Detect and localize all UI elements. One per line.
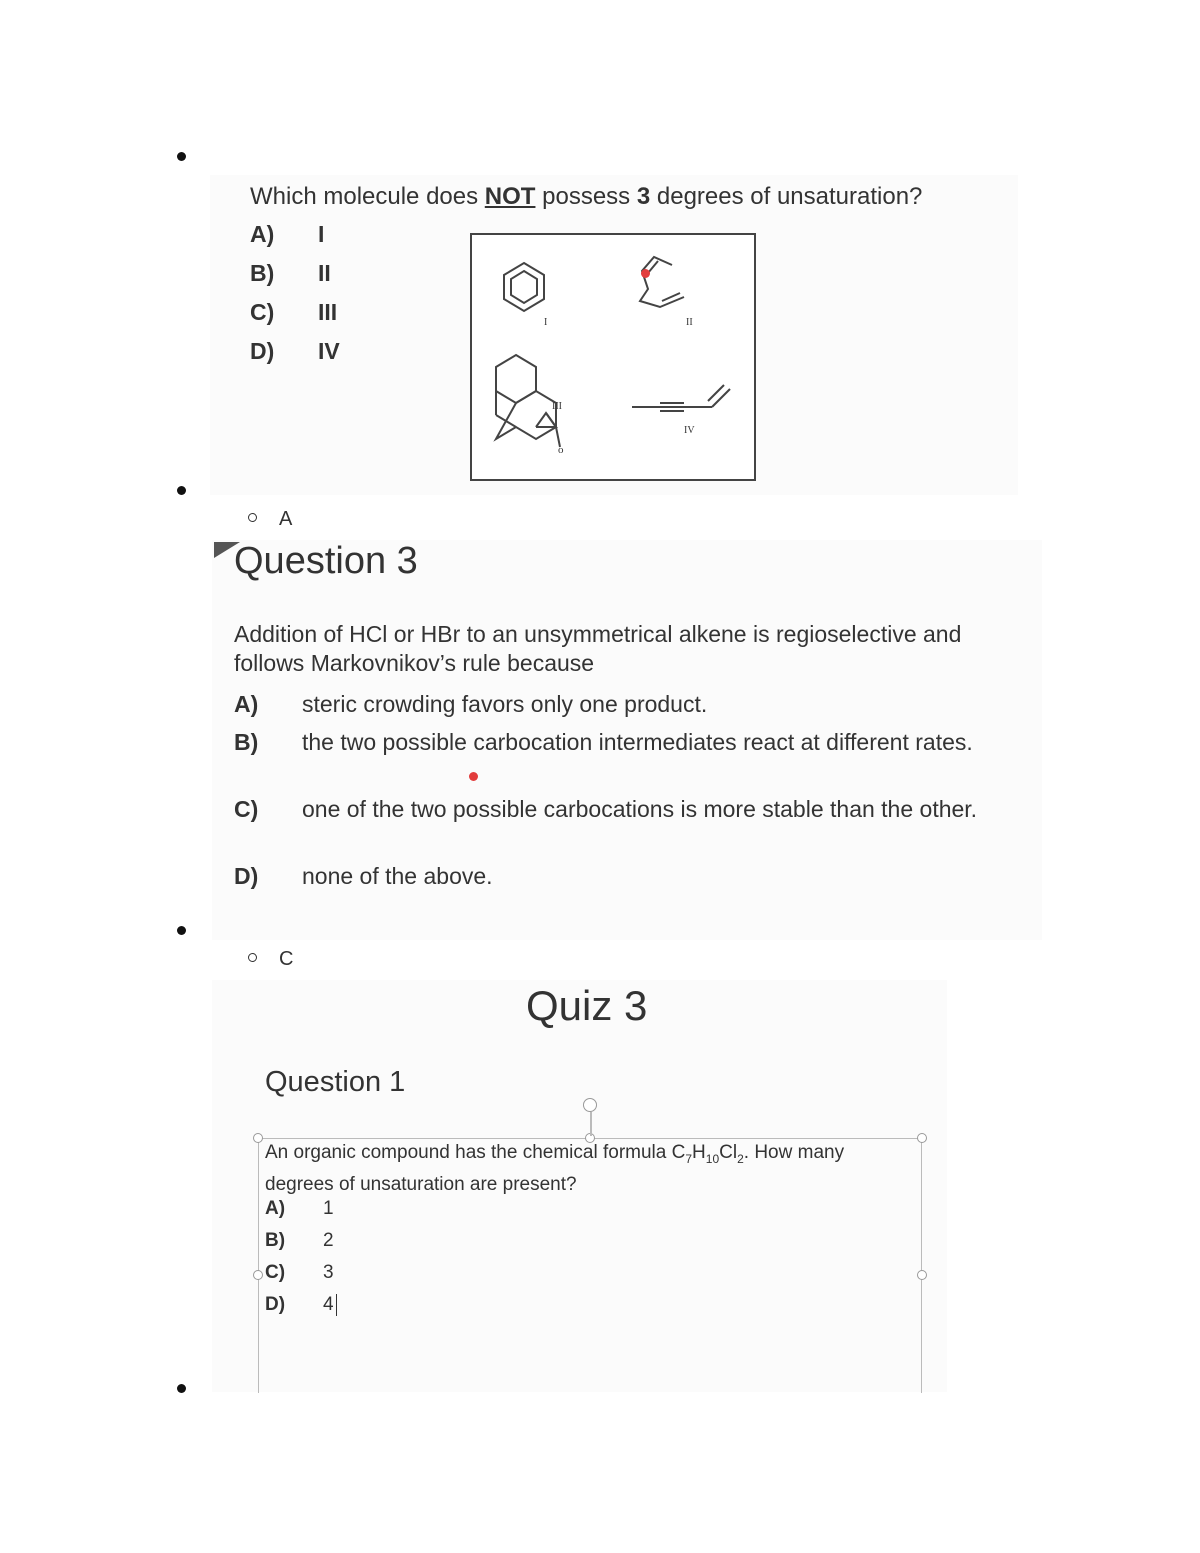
bullet-1 bbox=[177, 152, 186, 161]
question-3-option-a: A) steric crowding favors only one product. bbox=[234, 691, 708, 717]
quiz-option-c: C) 3 bbox=[265, 1262, 334, 1283]
question-1-prompt: Which molecule does NOT possess 3 degrees of unsaturation? bbox=[250, 183, 923, 210]
structure-i-label: I bbox=[544, 317, 548, 328]
quiz-title: Quiz 3 bbox=[526, 982, 648, 1029]
quiz-question-label: Question 1 bbox=[265, 1066, 406, 1098]
resize-handle-top-right[interactable] bbox=[917, 1133, 927, 1143]
question-1-option-c: C) III bbox=[250, 299, 338, 325]
sub-bullet-ring-icon bbox=[248, 953, 257, 962]
structure-i-benzene bbox=[504, 263, 544, 311]
question-3-option-b: B) the two possible carbocation intermediates react at different rates. bbox=[234, 729, 973, 755]
resize-handle-top-left[interactable] bbox=[253, 1133, 263, 1143]
rotate-handle-stem bbox=[590, 1112, 592, 1136]
answer-1: A bbox=[248, 508, 292, 531]
question-1-option-d: D) IV bbox=[250, 338, 340, 364]
question-1-option-a: A) I bbox=[250, 221, 325, 247]
bullet-2 bbox=[177, 486, 186, 495]
bullet-4 bbox=[177, 1384, 186, 1393]
molecule-structures-figure bbox=[470, 233, 756, 481]
pointer-highlight-2 bbox=[469, 772, 478, 781]
question-3-option-c: C) one of the two possible carbocations is more stable than the other. bbox=[234, 796, 978, 822]
structure-ii-label: II bbox=[686, 317, 693, 328]
structure-iv-enyne bbox=[632, 385, 730, 411]
question-3-title: Question 3 bbox=[234, 540, 418, 582]
text-caret bbox=[336, 1294, 338, 1316]
structure-iii-label: III bbox=[552, 401, 562, 412]
question-3-body: Addition of HCl or HBr to an unsymmetrical alkene is regioselective and follows Markovnikov’s rule because bbox=[234, 621, 962, 676]
question-3-option-d: D) none of the above. bbox=[234, 863, 493, 889]
pointer-highlight-1 bbox=[641, 269, 650, 278]
rotate-handle-icon[interactable] bbox=[583, 1098, 597, 1112]
structure-iii-bicyclic-epoxide bbox=[496, 355, 560, 447]
quiz-option-b: B) 2 bbox=[265, 1230, 334, 1251]
resize-handle-mid-right[interactable] bbox=[917, 1270, 927, 1280]
quiz-question-body[interactable]: An organic compound has the chemical formula $C_7H_{10}Cl_2$. How many degrees of unsaturation are present? bbox=[265, 1142, 845, 1195]
answer-3: C bbox=[248, 948, 293, 971]
bullet-3 bbox=[177, 926, 186, 935]
quiz-option-a: A) 1 bbox=[265, 1198, 334, 1219]
question-1-option-b: B) II bbox=[250, 260, 331, 286]
quiz-option-d: D) 4 bbox=[265, 1294, 337, 1316]
sub-bullet-ring-icon bbox=[248, 513, 257, 522]
question-3-slide bbox=[212, 540, 1042, 940]
structure-iii-epoxide-o: o bbox=[558, 444, 564, 456]
molecule-structures-svg bbox=[472, 235, 754, 479]
question-1-slide bbox=[210, 175, 1018, 495]
structure-iv-label: IV bbox=[684, 425, 695, 436]
quiz-3-slide bbox=[212, 980, 947, 1392]
resize-handle-mid-left[interactable] bbox=[253, 1270, 263, 1280]
structure-ii-diene bbox=[640, 257, 684, 307]
